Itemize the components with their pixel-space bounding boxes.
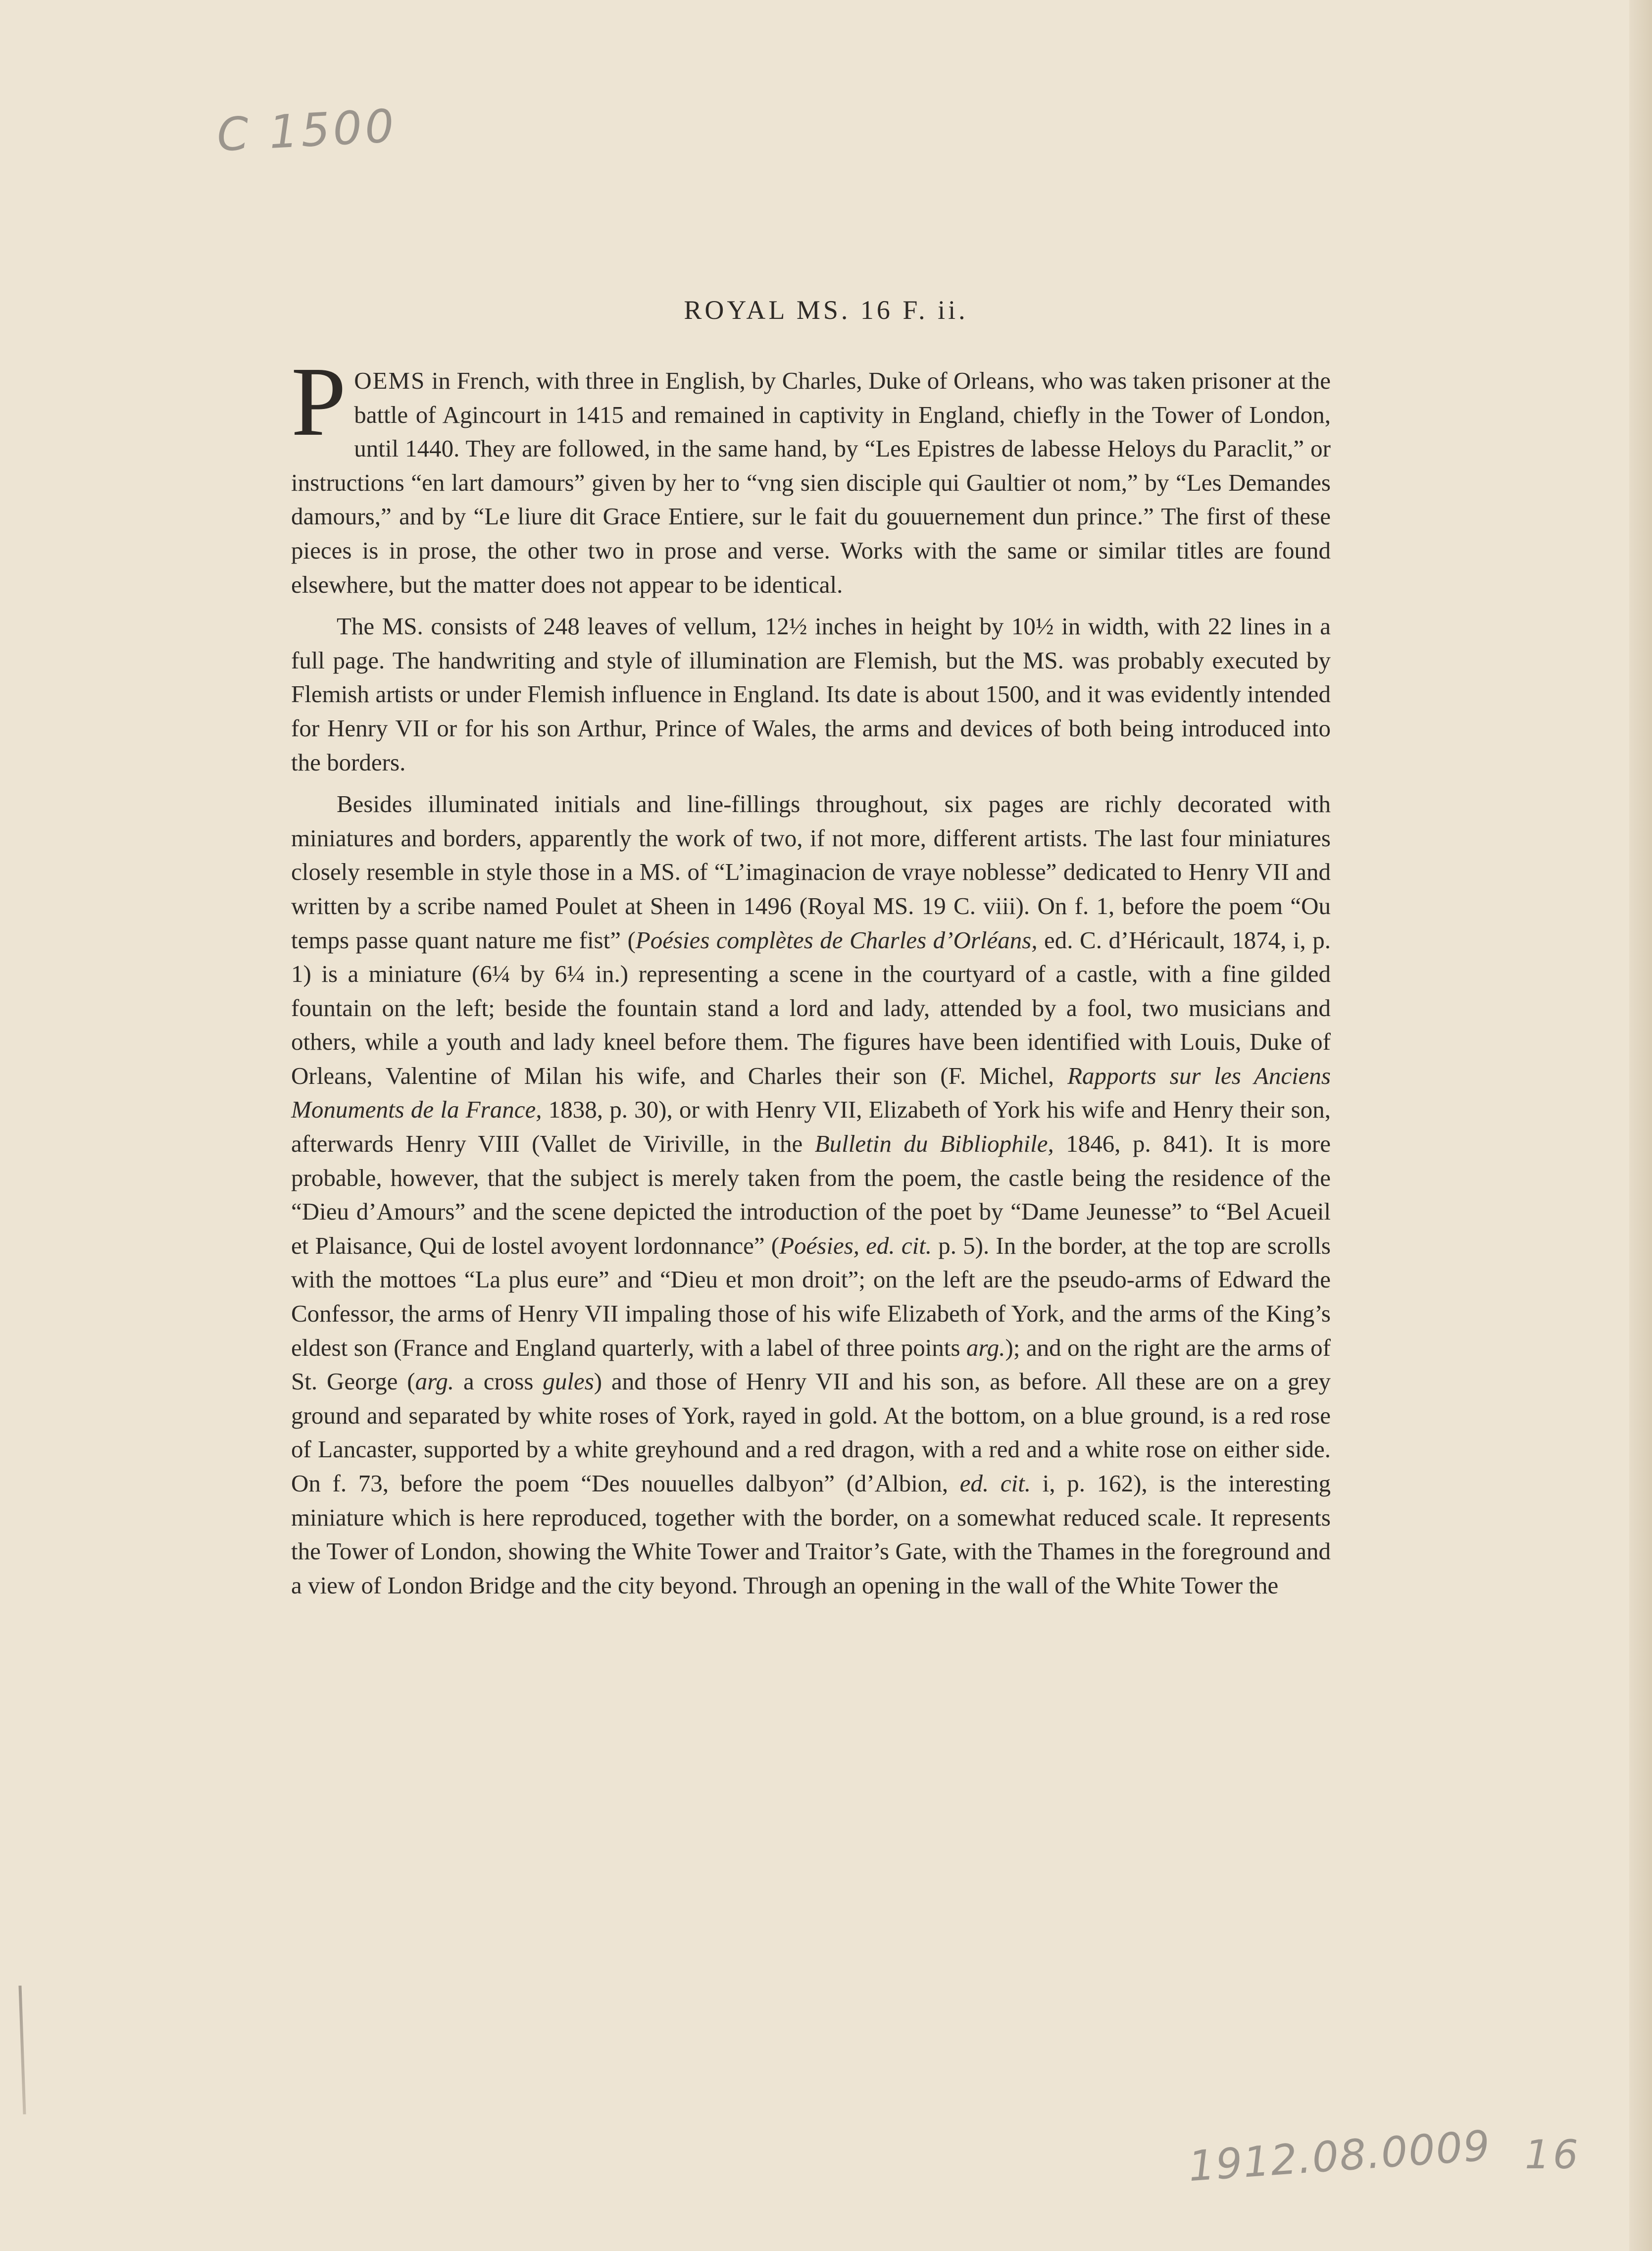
body-text: [291, 347, 1331, 1610]
italic-term: gules: [543, 1368, 594, 1395]
text-run: 1846, p. 841). It is more probable, however, that the subject is merely taken from the poem, the castle being the residence of the “Dieu d’Amours” and the scene depicted the introduction of the poet by “Dame Jeunesse” to “Bel Acueil et Plaisance, Qui de lostel avoyent lordonnance” (: [291, 1130, 1331, 1259]
pencil-page-number: 16: [1525, 2132, 1581, 2178]
text-run: p. 5). In the border, at the top are scrolls with the mottoes “La plus eure” and “Dieu et mon droit”; on the left are the pseudo-arms of Edward the Confessor, the arms of Henry VII impaling those of his wife Elizabeth of York, and the arms of the King’s eldest son (France and England quarterly, with a label of three points: [291, 1231, 1331, 1361]
text-run: Besides illuminated initials and line-fillings throughout, six pages are richly decorated with miniatures and borders, apparently the work of two, if not more, different artists. The last four miniatures closely resemble in style those in a MS. of “L’imaginacion de vraye noblesse” dedicated to Henry VII and written by a scribe named Poulet at Sheen in 1496 (Royal MS. 19 C. viii). On f. 1, before the poem “Ou temps passe quant nature me fist” (: [291, 790, 1331, 954]
text-run: i, p. 162), is the interesting miniature which is here reproduced, together with the border, on a somewhat reduced scale. It represents the Tower of London, showing the White Tower and Traitor’s Gate, with the Thames in the foreground and a view of London Bridge and the city beyond. Through an opening in the wall of the White Tower the: [291, 1470, 1331, 1599]
page-title: ROYAL MS. 16 F. ii.: [684, 295, 968, 325]
italic-title: Rapports sur les Anciens Monuments de la France,: [291, 1062, 1331, 1124]
lead-word: OEMS: [354, 367, 426, 394]
paragraph-2: The MS. consists of 248 leaves of vellum, 12½ inches in height by 10½ in width, with 22 lines in a full page. The handwriting and style of illumination are Flemish, but the MS. was probably executed by Flemish artists or under Flemish influence in England. Its date is about 1500, and it was evidently intended for Henry VII or for his son Arthur, Prince of Wales, the arms and devices of both being introduced into the borders.: [291, 613, 1331, 776]
paragraph-1: [291, 347, 1331, 602]
pencil-accession-number: 1912.08.0009: [1187, 2121, 1493, 2191]
text-run: ) and those of Henry VII and his son, as before. All these are on a grey ground and separated by white roses of York, rayed in gold. At the bottom, on a blue ground, is a red rose of Lancaster, supported by a white greyhound and a red dragon, with a red and a white rose on either side. On f. 73, before the poem “Des nouuelles dalbyon” (d’Albion,: [291, 1368, 1331, 1497]
pencil-date-note: C 1500: [215, 99, 399, 162]
italic-term: arg.: [966, 1333, 1005, 1361]
paragraph-1-text: in French, with three in English, by Charles, Duke of Orleans, who was taken prisoner at the battle of Agincourt in 1415 and remained in captivity in England, chiefly in the Tower of London, until 1440. They are followed, in the same hand, by “Les Epistres de labesse Heloys du Paraclit,” or instructions “en lart damours” given by her to “vng sien disciple qui Gaultier ot nom,” by “Les Demandes damours,” and by “Le liure dit Grace Entiere, sur le fait du gouuernement dun prince.” The first of these pieces is in prose, the other two in prose and verse. Works with the same or similar titles are found elsewhere, but the matter does not appear to be identical.: [291, 367, 1331, 598]
italic-title: Poésies complètes de Charles d’Orléans,: [635, 926, 1038, 954]
page-edge: [1629, 0, 1652, 2251]
italic-title: Poésies, ed. cit.: [779, 1231, 932, 1259]
text-run: a cross: [454, 1368, 543, 1395]
italic-term: ed. cit.: [959, 1470, 1031, 1497]
paragraph-3: [291, 787, 1331, 1602]
drop-cap: P: [291, 347, 347, 457]
margin-mark: [18, 1986, 26, 2114]
text-run: ); and on the right are the arms of St. George (: [291, 1333, 1331, 1395]
italic-title: Bulletin du Bibliophile,: [814, 1130, 1054, 1158]
text-run: 1838, p. 30), or with Henry VII, Elizabeth of York his wife and Henry their son, afterwards Henry VIII (Vallet de Viriville, in the: [291, 1096, 1331, 1158]
italic-term: arg.: [415, 1368, 454, 1395]
text-run: ed. C. d’Héricault, 1874, i, p. 1) is a miniature (6¼ by 6¼ in.) representing a scene in the courtyard of a castle, with a fine gilded fountain on the left; beside the fountain stand a lord and lady, attended by a fool, two musicians and others, while a youth and lady kneel before them. The figures have been identified with Louis, Duke of Orleans, Valentine of Milan his wife, and Charles their son (F. Michel,: [291, 926, 1331, 1089]
